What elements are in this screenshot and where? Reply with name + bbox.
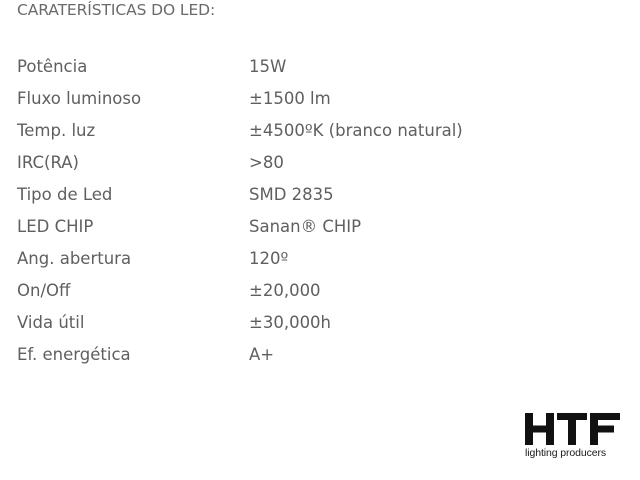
spec-row-irc xyxy=(17,152,517,184)
spec-label: Ang. abertura xyxy=(17,249,132,268)
spec-label: IRC(RA) xyxy=(17,153,79,172)
spec-row-ef-energetica xyxy=(17,344,517,376)
led-specs-list xyxy=(17,56,517,376)
spec-row-ang-abertura xyxy=(17,248,517,280)
spec-value: Sanan® CHIP xyxy=(249,217,362,236)
spec-label: Vida útil xyxy=(17,313,85,332)
spec-value: >80 xyxy=(249,153,284,172)
spec-value: SMD 2835 xyxy=(249,185,334,204)
spec-row-on-off xyxy=(17,280,517,312)
spec-label: Fluxo luminoso xyxy=(17,89,142,108)
spec-row-potencia xyxy=(17,56,517,88)
spec-value: ±30,000h xyxy=(249,313,332,332)
spec-label: Potência xyxy=(17,57,88,76)
specs-heading: CARATERÍSTICAS DO LED: xyxy=(17,1,216,19)
spec-value: 120º xyxy=(249,249,289,268)
spec-value: A+ xyxy=(249,345,275,364)
spec-value: ±1500 lm xyxy=(249,89,331,108)
spec-row-fluxo-luminoso xyxy=(17,88,517,120)
spec-value: ±20,000 xyxy=(249,281,321,300)
spec-row-vida-util xyxy=(17,312,517,344)
spec-value: ±4500ºK (branco natural) xyxy=(249,121,463,140)
spec-value: 15W xyxy=(249,57,287,76)
spec-row-temp-luz xyxy=(17,120,517,152)
htf-logo-mark xyxy=(524,411,622,447)
spec-label: Tipo de Led xyxy=(17,185,113,204)
spec-label: Temp. luz xyxy=(17,121,96,140)
spec-label: Ef. energética xyxy=(17,345,131,364)
logo-tagline: lighting producers xyxy=(525,447,607,459)
spec-label: LED CHIP xyxy=(17,217,94,236)
spec-row-led-chip xyxy=(17,216,517,248)
htf-logo xyxy=(524,411,622,461)
spec-label: On/Off xyxy=(17,281,71,300)
spec-row-tipo-de-led xyxy=(17,184,517,216)
